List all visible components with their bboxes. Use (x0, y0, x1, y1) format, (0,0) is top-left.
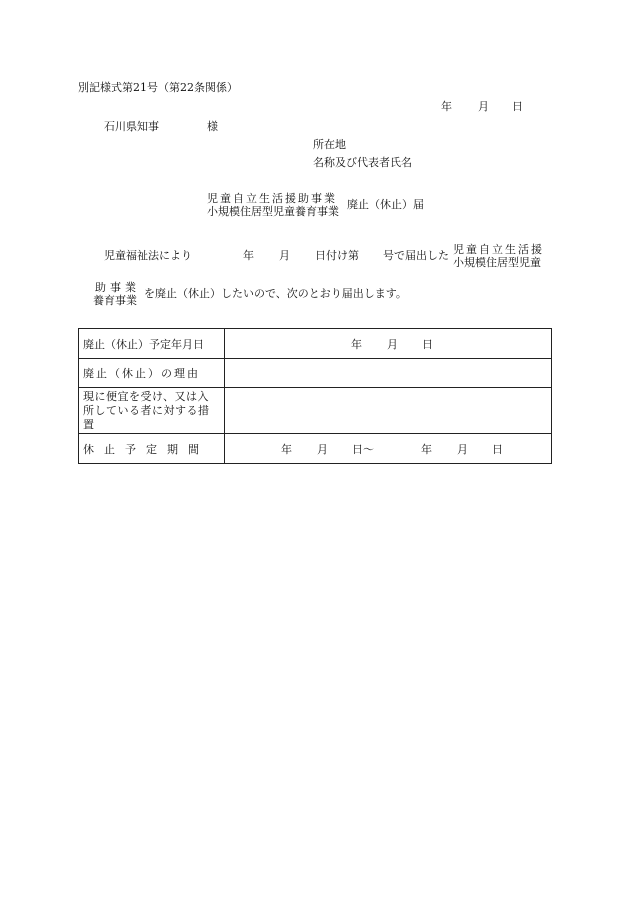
location-label: 所在地 (313, 138, 346, 151)
table-row (79, 329, 552, 359)
to-day: 日 (492, 442, 503, 456)
body-dated-no: 日付け第 (315, 249, 359, 262)
body-intro: 児童福祉法により (104, 249, 192, 262)
document-title-business-types (207, 192, 339, 218)
body-biz2-b: 養育事業 (93, 294, 137, 307)
body-biz1-a: 児童自立生活援 (453, 243, 544, 256)
representative-label: 名称及び代表者氏名 (313, 156, 412, 169)
form-number: 別記様式第21号（第22条関係） (78, 81, 238, 94)
suspension-period-field[interactable] (225, 434, 552, 464)
scheduled-date-field[interactable] (225, 329, 552, 359)
title-business-1: 児童自立生活援助事業 (207, 192, 337, 205)
measures-label: 現に便宜を受け、又は入所している者に対する措置 (79, 388, 225, 434)
notification-table (78, 328, 552, 464)
title-suffix: 廃止（休止）届 (347, 198, 424, 211)
suspension-period-label: 休止予定期間 (79, 434, 225, 464)
body-business-stack-1 (453, 243, 544, 269)
body-business-stack-2 (93, 281, 140, 307)
addressee-honorific: 様 (207, 120, 218, 133)
to-month: 月 (457, 442, 468, 456)
to-year: 年 (421, 442, 432, 456)
reason-field[interactable] (225, 359, 552, 388)
from-year: 年 (281, 442, 292, 456)
reason-label: 廃止（休止）の理由 (79, 359, 225, 388)
body-year: 年 (243, 249, 254, 262)
body-month: 月 (279, 249, 290, 262)
addressee-name: 石川県知事 (104, 120, 159, 133)
from-day: 日～ (352, 442, 374, 456)
date-year: 年 (441, 100, 452, 113)
from-month: 月 (317, 442, 328, 456)
body-notified: 号で届出した (383, 249, 449, 262)
scheduled-year: 年 (351, 337, 362, 351)
body-biz2-a: 小規模住居型児童 (453, 256, 541, 269)
title-business-2: 小規模住居型児童養育事業 (207, 205, 339, 218)
scheduled-month: 月 (387, 337, 398, 351)
body-closing: を廃止（休止）したいので、次のとおり届出します。 (144, 287, 407, 300)
table-row (79, 388, 552, 434)
date-day: 日 (512, 100, 523, 113)
date-month: 月 (478, 100, 489, 113)
body-biz1-b: 助事業 (95, 281, 140, 294)
measures-field[interactable] (225, 388, 552, 434)
table-row (79, 434, 552, 464)
scheduled-date-label: 廃止（休止）予定年月日 (79, 329, 225, 359)
scheduled-day: 日 (422, 337, 433, 351)
table-row (79, 359, 552, 388)
